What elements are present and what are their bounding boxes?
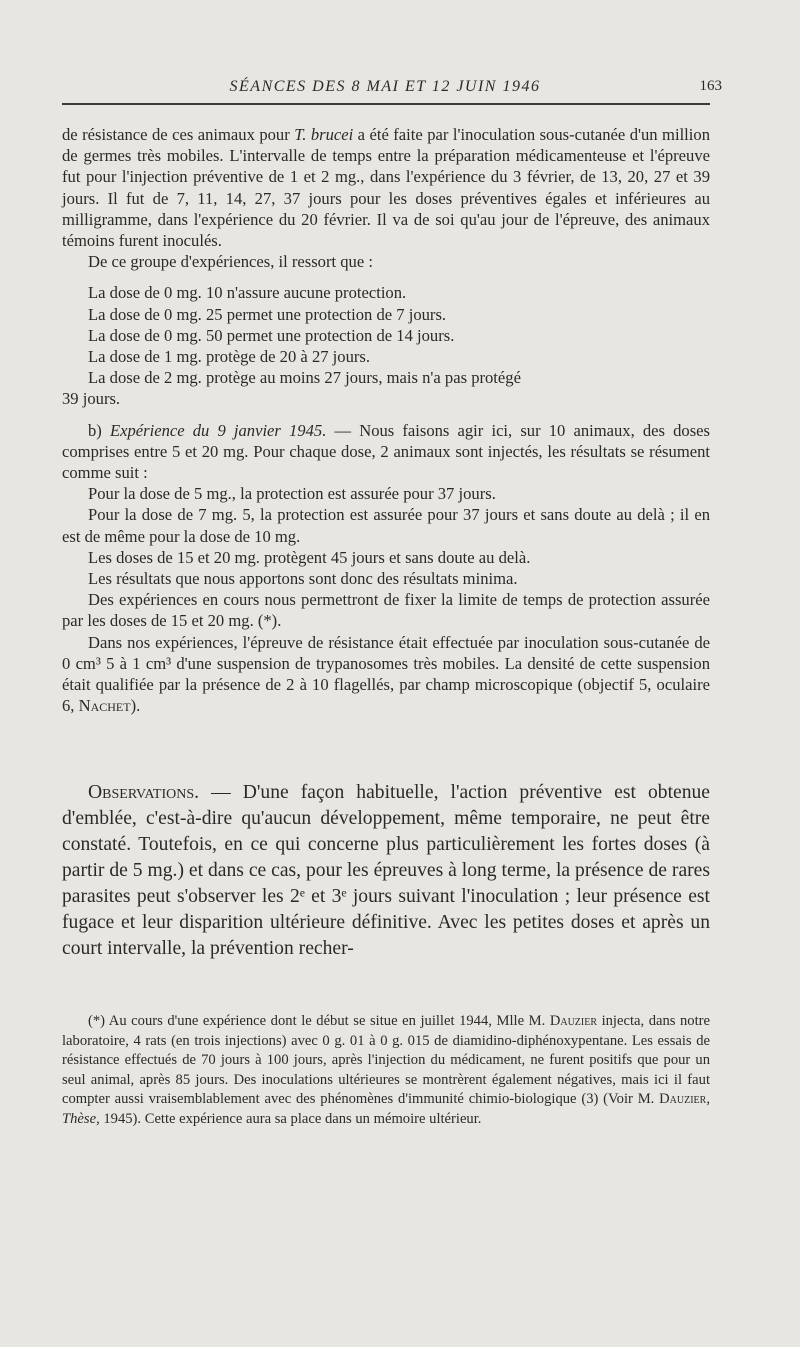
dose-list (62, 282, 710, 409)
paragraph-ongoing: Des expériences en cours nous permettront de fixer la limite de temps de protection assurée par les doses de 15 et 20 mg. (*). (62, 590, 710, 631)
observations-paragraph: Observations. — D'une façon habituelle, l'action préventive est obtenue d'emblée, c'est-à-dire qu'aucun développement, même temporaire, ne peut être constaté. Toutefois, en ce qui concerne plus particulièrement les fortes doses (à partir de 5 mg.) et dans ce cas, pour les épreuves à long terme, la présence de rares parasites peut s'observer les 2ᵉ et 3ᵉ jours suivant l'inoculation ; leur présence est fugace et leur disparition ultérieure définitive. Avec les petites doses et après un court intervalle, la prévention recher- (62, 782, 710, 959)
author-name: Nachet (78, 696, 131, 716)
footnote-paragraph: (*) Au cours d'une expérience dont le début se situe en juillet 1944, Mlle M. Dauzier injecta, dans notre laboratoire, 4 rats (en trois injections) avec 0 g. 01 à 0 g. 015 de diamidino-diphénoxypentane. Les essais de résistance effectués de 70 jours à 100 jours, après l'injection du médicament, ne furent positifs que pour un seul animal, après 85 jours. Des inoculations ultérieures se montrèrent également négatives, mais ici il faut compter aussi vraisemblablement avec des phénomènes d'immunité chimio-biologique (3) (Voir M. Dauzier, Thèse, 1945). Cette expérience aura sa place dans un mémoire ultérieur. (62, 1013, 710, 1127)
running-head (60, 78, 722, 102)
running-title: SÉANCES DES 8 MAI ET 12 JUIN 1946 (229, 78, 541, 95)
dose-item: La dose de 1 mg. protège de 20 à 27 jours. (88, 347, 371, 367)
page-number: 163 (699, 78, 722, 94)
author-name: Dauzier (659, 1091, 707, 1108)
dose-item: La dose de 2 mg. protège au moins 27 jours, mais n'a pas protégé (88, 368, 521, 388)
observations-label: Observations. (88, 782, 200, 803)
observations-section (62, 780, 710, 962)
paragraph-conclusion-lead: De ce groupe d'expériences, il ressort que : (88, 252, 373, 272)
paragraph-results-intro: de résistance de ces animaux pour T. brucei a été faite par l'inoculation sous-cutanée d'un million de germes très mobiles. L'intervalle de temps entre la préparation médicamenteuse et l'épreuve fut pour l'injection préventive de 1 et 2 mg., dans l'expérience du 3 février, de 13, 20, 27 et 39 jours. Il fut de 7, 11, 14, 27, 37 jours pour les doses préventives égales et inférieures au milligramme, dans l'expérience du 20 février. Il va de soi qu'au jour de l'épreuve, des animaux témoins furent inoculés. (62, 125, 710, 251)
species-name: T. brucei (294, 125, 354, 144)
main-text (62, 124, 710, 716)
thesis-title: Thèse (62, 1110, 97, 1127)
experiment-title: Expérience du 9 janvier 1945. (109, 420, 327, 440)
paragraph-dose-5: Pour la dose de 5 mg., la protection est assurée pour 37 jours. (88, 484, 496, 504)
header-rule (62, 103, 710, 105)
dose-item: La dose de 0 mg. 25 permet une protection de 7 jours. (88, 304, 447, 324)
paragraph-experiment-b: b) Expérience du 9 janvier 1945. — Nous faisons agir ici, sur 10 animaux, des doses comprises entre 5 et 20 mg. Pour chaque dose, 2 animaux sont injectés, les résultats se résument comme suit : (62, 420, 711, 483)
paragraph-dose-7: Pour la dose de 7 mg. 5, la protection est assurée pour 37 jours et sans doute au delà ; il en est de même pour la dose de 10 mg. (62, 505, 710, 546)
dose-item: La dose de 0 mg. 10 n'assure aucune protection. (88, 283, 407, 303)
footnote (62, 1012, 710, 1130)
dose-item-continuation: 39 jours. (62, 389, 121, 409)
paragraph-methods: Dans nos expériences, l'épreuve de résistance était effectuée par inoculation sous-cutanée de 0 cm³ 5 à 1 cm³ d'une suspension de trypanosomes très mobiles. La densité de cette suspension était qualifiée par la présence de 2 à 10 flagellés, par champ microscopique (objectif 5, oculaire 6, Nachet). (62, 632, 710, 716)
paragraph-dose-15-20: Les doses de 15 et 20 mg. protègent 45 jours et sans doute au delà. (88, 547, 531, 567)
dose-item: La dose de 0 mg. 50 permet une protection de 14 jours. (88, 325, 455, 345)
author-name: Dauzier (549, 1013, 598, 1029)
paragraph-minima: Les résultats que nous apportons sont donc des résultats minima. (88, 569, 518, 589)
